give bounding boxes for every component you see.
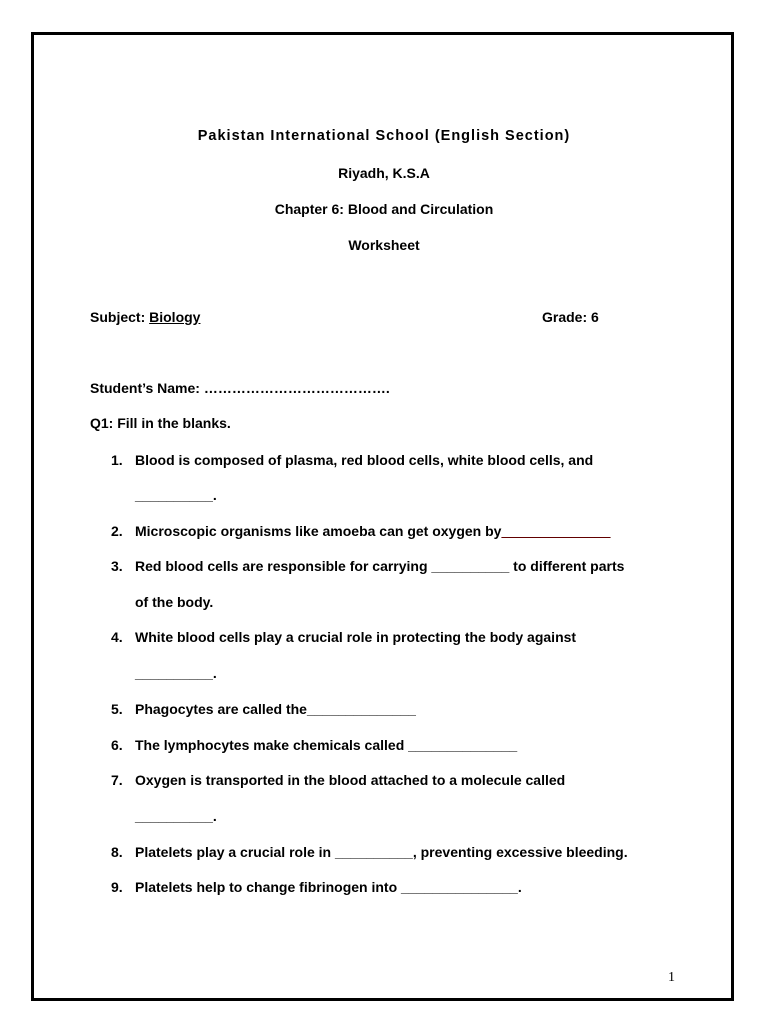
item-number: 8. (111, 844, 123, 860)
chapter-title: Chapter 6: Blood and Circulation (274, 201, 494, 217)
item-text: Phagocytes are called the______________ (135, 701, 416, 717)
item-continuation: __________. (135, 665, 217, 681)
item-text: White blood cells play a crucial role in protecting the body against (135, 629, 577, 645)
item-continuation: of the body. (135, 594, 214, 610)
item-text: Platelets help to change fibrinogen into _______________. (135, 879, 522, 895)
item-text: Platelets play a crucial role in __________, preventing excessive bleeding. (135, 844, 628, 860)
item-number: 5. (111, 701, 123, 717)
item-text: Oxygen is transported in the blood attached to a molecule called (135, 772, 566, 788)
answer-blank: ______________ (501, 523, 611, 539)
item-text: Microscopic organisms like amoeba can get oxygen by______________ (135, 523, 611, 539)
item-number: 4. (111, 629, 123, 645)
school-name: Pakistan International School (English Section) (197, 128, 571, 144)
item-number: 7. (111, 772, 123, 788)
page-number: 1 (668, 970, 675, 985)
item-text: Red blood cells are responsible for carrying __________ to different parts (135, 558, 625, 574)
item-number: 2. (111, 523, 123, 539)
subject-label: Subject: (90, 309, 150, 325)
item-text: Blood is composed of plasma, red blood cells, white blood cells, and (135, 452, 594, 468)
item-number: 9. (111, 879, 123, 895)
item-continuation: __________. (135, 487, 217, 503)
item-number: 6. (111, 737, 123, 753)
student-name-field: Student’s Name: …………………………………. (90, 380, 390, 396)
item-number: 3. (111, 558, 123, 574)
grade-field: Grade: 6 (542, 309, 599, 325)
school-city: Riyadh, K.S.A (338, 165, 430, 181)
subject-field (90, 309, 200, 325)
item-text: The lymphocytes make chemicals called ______________ (135, 737, 518, 753)
item-number: 1. (111, 452, 123, 468)
subject-value: Biology (149, 309, 201, 325)
item-continuation: __________. (135, 808, 217, 824)
question-heading: Q1: Fill in the blanks. (90, 415, 231, 431)
document-type: Worksheet (348, 237, 420, 253)
